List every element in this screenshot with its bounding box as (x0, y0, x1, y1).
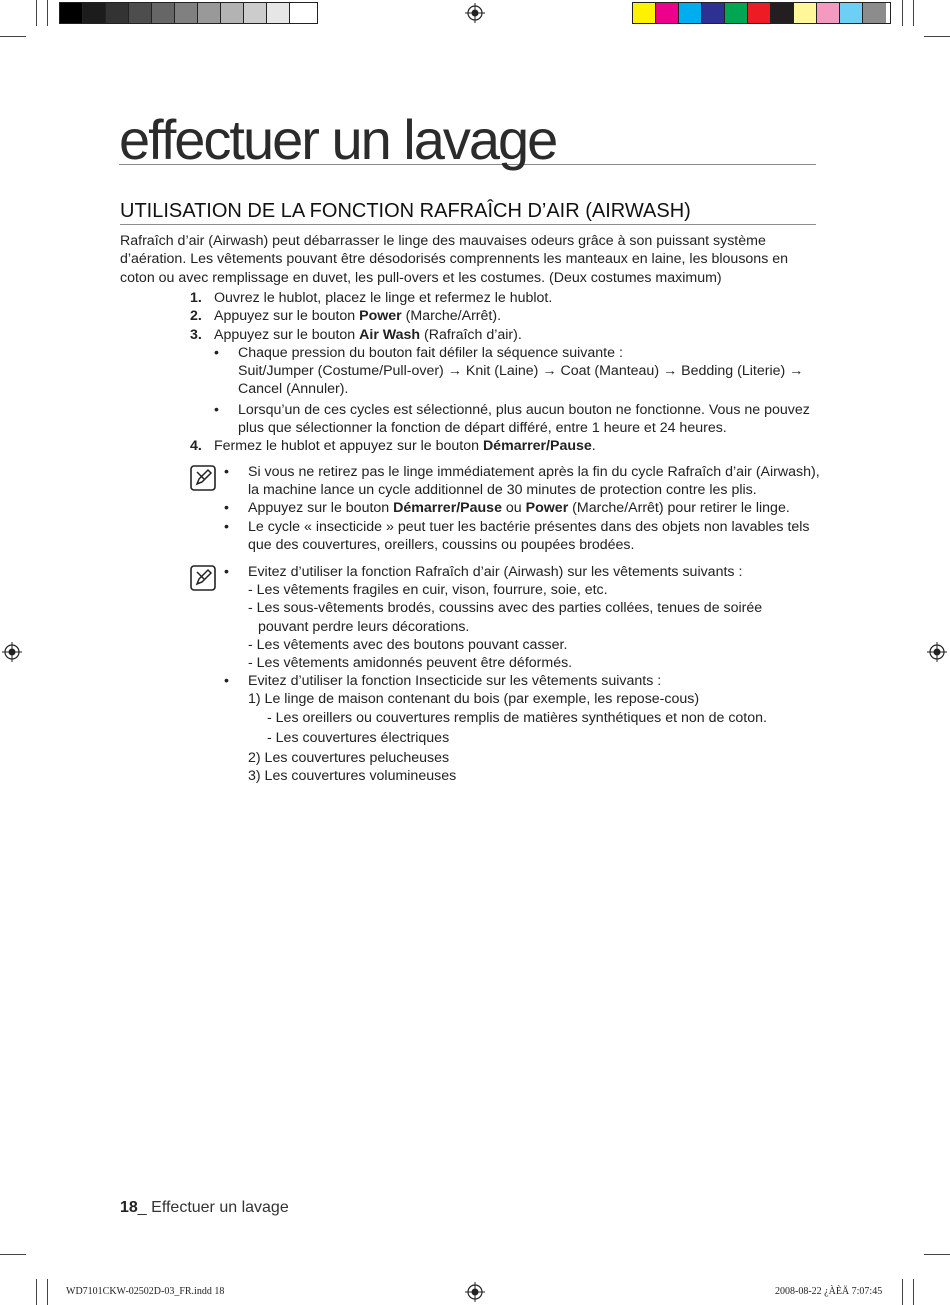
note-bold-text: Power (525, 500, 569, 517)
list-item: - Les vêtements amidonnés peuvent être déformés. (248, 655, 573, 672)
step-text: Appuyez sur le bouton (214, 308, 360, 325)
section-heading: UTILISATION DE LA FONCTION RAFRAÎCH D’AIR (AIRWASH) (120, 198, 816, 225)
note-text: (Marche/Arrêt) pour retirer le linge. (568, 500, 790, 517)
color-swatch (152, 3, 175, 23)
step-bold-text: Démarrer/Pause (482, 438, 592, 455)
crop-mark (902, 1279, 903, 1305)
color-swatch (656, 3, 679, 23)
color-swatch (725, 3, 748, 23)
step-text: (Rafraîch d’air). (420, 326, 522, 343)
step-bold-text: Air Wash (359, 326, 421, 343)
note-text: Evitez d’utiliser la fonction Insecticide sur les vêtements suivants : (248, 673, 662, 690)
list-item: - Les sous-vêtements brodés, coussins avec des parties collées, tenues de soirée (248, 600, 763, 617)
step-2 (180, 307, 820, 325)
color-swatch (633, 3, 656, 23)
file-slug-right: 2008-08-22 ¿ÀÈÄ 7:07:45 (775, 1286, 883, 1297)
note-text: ou (501, 500, 526, 517)
registration-mark-icon (465, 1282, 485, 1302)
color-swatch (748, 3, 771, 23)
list-item: pouvant perdre leurs décorations. (258, 618, 470, 635)
list-item: - Les oreillers ou couvertures remplis de matières synthétiques et non de coton. (267, 709, 767, 726)
list-item: - Les vêtements fragiles en cuir, vison, fourrure, soie, etc. (248, 582, 608, 599)
color-swatch-bar (632, 2, 891, 24)
crop-mark (913, 1279, 914, 1305)
step-number: 4. (190, 438, 202, 455)
color-swatch (290, 3, 313, 23)
bullet-dot: • (214, 401, 219, 418)
bullet-dot: • (224, 518, 229, 535)
color-swatch (840, 3, 863, 23)
color-swatch (817, 3, 840, 23)
bullet-dot: • (224, 673, 229, 690)
list-item: 1) Le linge de maison contenant du bois (par exemple, les repose-cous) (248, 691, 700, 708)
color-swatch (198, 3, 221, 23)
page-footer (120, 1199, 289, 1217)
crop-mark (36, 1279, 37, 1305)
step-3-bullet-1 (180, 344, 820, 399)
note-text: Le cycle « insecticide » peut tuer les bactérie présentes dans des objets non lavables tels que des couvertures, oreillers, coussins ou poupées brodées. (248, 518, 810, 553)
step-text: Fermez le hublot et appuyez sur le bouton (214, 438, 483, 455)
step-number: 1. (190, 290, 202, 306)
color-swatch (244, 3, 267, 23)
color-swatch (267, 3, 290, 23)
crop-mark (924, 1254, 950, 1255)
step-text: (Marche/Arrêt). (401, 308, 502, 325)
cycle-sequence-text: Suit/Jumper (Costume/Pull-over) → Knit (Laine) → Coat (Manteau) → Bedding (Literie) → Cancel (Annuler). (238, 363, 804, 398)
color-swatch (702, 3, 725, 23)
registration-mark-icon (465, 3, 485, 23)
steps-list (180, 289, 820, 456)
bullet-dot: • (214, 344, 219, 361)
step-3 (180, 326, 820, 344)
note-box-1 (190, 463, 830, 554)
crop-mark (913, 0, 914, 26)
intro-paragraph: Rafraîch d’air (Airwash) peut débarrasser le linge des mauvaises odeurs grâce à son puissant système d’aération. Les vêtements pouvant être désodorisés comprennents les manteaux en laine, les blousons en coton ou avec remplissage en duvet, les pull-overs et les costumes. (Deux costumes maximum) (120, 233, 789, 286)
note-text: Appuyez sur le bouton (248, 500, 394, 517)
step-text: . (591, 438, 596, 455)
bullet-text: Lorsqu’un de ces cycles est sélectionné, plus aucun bouton ne fonctionne. Vous ne pouvez plus que sélectionner la fonction de départ différé, entre 1 heure et 24 heures. (238, 401, 810, 437)
step-number: 2. (190, 308, 202, 325)
footer-label: _ Effectuer un lavage (137, 1199, 289, 1216)
step-bold-text: Power (359, 308, 402, 325)
page-number: 18 (120, 1199, 138, 1216)
note-text: Evitez d’utiliser la fonction Rafraîch d’air (Airwash) sur les vêtements suivants : (248, 564, 743, 580)
list-item: 2) Les couvertures pelucheuses (248, 750, 450, 767)
note-bullet (190, 499, 830, 517)
color-swatch (794, 3, 817, 23)
file-slug-left: WD7101CKW-02502D-03_FR.indd 18 (66, 1286, 225, 1297)
color-swatch (83, 3, 106, 23)
note-bullet (190, 563, 830, 581)
bullet-dot: • (224, 464, 229, 480)
step-text: Appuyez sur le bouton (214, 326, 360, 343)
crop-mark (924, 36, 950, 37)
color-swatch (771, 3, 794, 23)
color-swatch (175, 3, 198, 23)
crop-mark (47, 1279, 48, 1305)
crop-mark (0, 1254, 26, 1255)
step-3-bullet-2 (180, 401, 820, 438)
color-swatch (106, 3, 129, 23)
step-text: Ouvrez le hublot, placez le linge et refermez le hublot. (214, 290, 553, 306)
page-title-text: effectuer un lavage (119, 108, 557, 171)
gray-swatch-bar (59, 2, 318, 24)
crop-mark (47, 0, 48, 26)
registration-mark-icon (2, 642, 22, 662)
note-bold-text: Démarrer/Pause (393, 500, 502, 517)
color-swatch (129, 3, 152, 23)
bullet-dot: • (224, 564, 229, 580)
step-4 (180, 437, 820, 455)
note-box-2 (190, 563, 830, 785)
note-bullet (190, 518, 830, 554)
list-item: - Les couvertures électriques (267, 729, 450, 746)
step-1 (180, 289, 820, 307)
color-swatch (60, 3, 83, 23)
bullet-text: Chaque pression du bouton fait défiler la séquence suivante : (238, 344, 623, 361)
list-item: - Les vêtements avec des boutons pouvant casser. (248, 636, 568, 653)
page-title (119, 108, 816, 171)
crop-mark (0, 36, 26, 37)
crop-mark (36, 0, 37, 26)
note-text: Si vous ne retirez pas le linge immédiatement après la fin du cycle Rafraîch d’air (Airwash), la machine lance un cycle additionnel de 30 minutes de protection contre les plis. (248, 464, 820, 499)
color-swatch (863, 3, 886, 23)
bullet-dot: • (224, 500, 229, 517)
crop-mark (902, 0, 903, 26)
list-item: 3) Les couvertures volumineuses (248, 768, 457, 785)
color-swatch (679, 3, 702, 23)
note-bullet (190, 672, 830, 690)
note-bullet (190, 463, 830, 499)
color-swatch (221, 3, 244, 23)
registration-mark-icon (927, 642, 947, 662)
step-number: 3. (190, 326, 202, 343)
